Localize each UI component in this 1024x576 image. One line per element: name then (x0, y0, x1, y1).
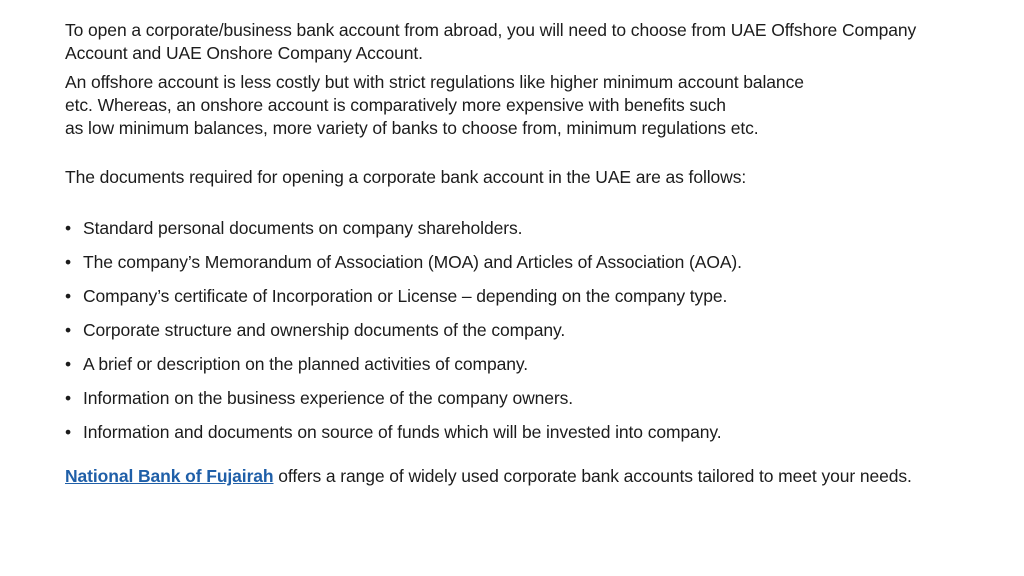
list-item-text: A brief or description on the planned activities of company. (83, 354, 529, 374)
list-item (65, 421, 945, 455)
closing-paragraph (65, 465, 945, 488)
list-item (65, 251, 945, 285)
list-item (65, 319, 945, 353)
bullet-icon: • (65, 388, 72, 408)
list-item (65, 217, 945, 251)
bullet-icon: • (65, 286, 72, 306)
documents-list (65, 217, 945, 455)
list-item-text: Information on the business experience of the company owners. (83, 388, 574, 408)
spacer (65, 146, 945, 166)
intro-paragraph-2-line-3: as low minimum balances, more variety of banks to choose from, minimum regulations etc. (65, 118, 759, 138)
intro-paragraph-2 (65, 71, 945, 140)
list-item (65, 353, 945, 387)
bullet-icon: • (65, 320, 72, 340)
spacer (65, 195, 945, 217)
intro-paragraph-2-line-1: An offshore account is less costly but with strict regulations like higher minimum account balance (65, 72, 804, 92)
bullet-icon: • (65, 218, 72, 238)
list-item-text: Information and documents on source of funds which will be invested into company. (83, 422, 722, 442)
document-body (65, 19, 945, 494)
closing-text: offers a range of widely used corporate bank accounts tailored to meet your needs. (273, 466, 912, 486)
list-item (65, 285, 945, 319)
list-item (65, 387, 945, 421)
intro-paragraph-2-line-2: etc. Whereas, an onshore account is comparatively more expensive with benefits such (65, 95, 726, 115)
bullet-icon: • (65, 422, 72, 442)
bullet-icon: • (65, 354, 72, 374)
national-bank-of-fujairah-link[interactable]: National Bank of Fujairah (65, 466, 274, 486)
list-item-text: Corporate structure and ownership documents of the company. (83, 320, 566, 340)
intro-paragraph-1: To open a corporate/business bank account from abroad, you will need to choose from UAE Offshore Company Account and UAE Onshore Company Account. (65, 20, 917, 63)
list-item-text: Standard personal documents on company shareholders. (83, 218, 523, 238)
list-item-text: Company’s certificate of Incorporation or License – depending on the company type. (83, 286, 728, 306)
list-item-text: The company’s Memorandum of Association (MOA) and Articles of Association (AOA). (83, 252, 742, 272)
documents-heading: The documents required for opening a corporate bank account in the UAE are as follows: (65, 167, 747, 187)
bullet-icon: • (65, 252, 72, 272)
